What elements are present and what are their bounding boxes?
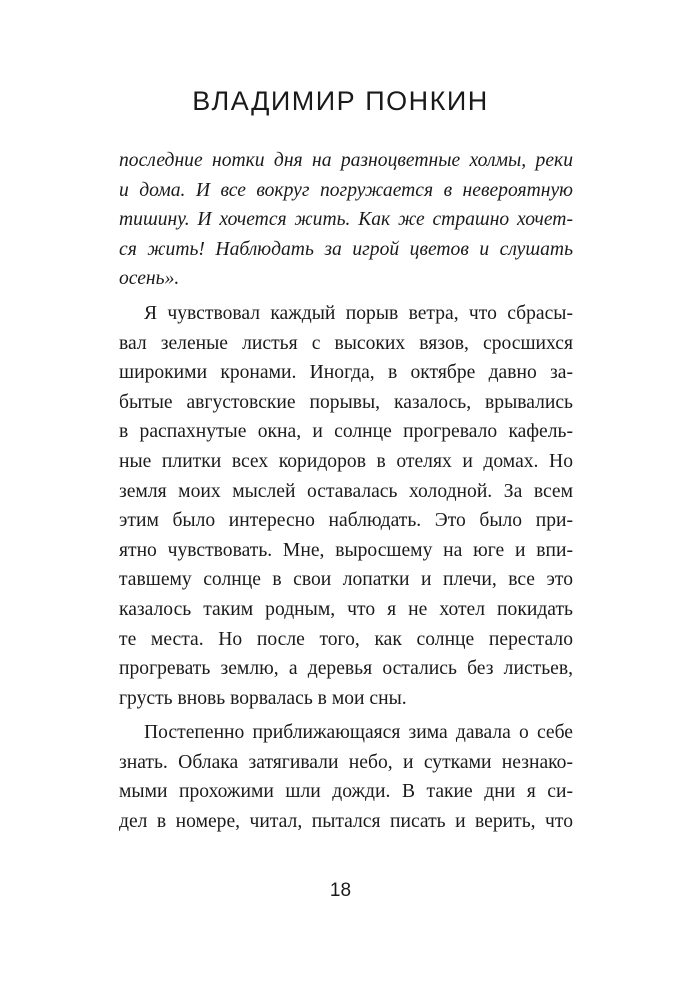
- text-line: ные плитки всех коридоров в отелях и домах. Но: [119, 450, 573, 472]
- text-line: ятно чувствовать. Мне, выросшему на юге и впи-: [119, 539, 573, 561]
- text-line: широкими кронами. Иногда, в октябре давно за-: [119, 362, 573, 384]
- text-line: осень».: [119, 268, 180, 290]
- text-line: грусть вновь ворвалась в мои сны.: [119, 687, 407, 709]
- paragraph: [119, 299, 573, 713]
- paragraph-italic-quote: [119, 146, 573, 294]
- text-line: прогревать землю, а деревья остались без листьев,: [119, 658, 573, 680]
- text-line: последние нотки дня на разноцветные холмы, реки: [119, 150, 573, 171]
- paragraph: [119, 718, 573, 836]
- text-line: Постепенно приближающаяся зима давала о себе: [144, 722, 573, 744]
- text-line: казалось таким родным, что я не хотел покидать: [119, 598, 573, 620]
- text-line: и дома. И все вокруг погружается в невероятную: [119, 179, 573, 201]
- text-line: тишину. И хочется жить. Как же страшно хочет-: [119, 209, 573, 231]
- text-line: знать. Облака затягивали небо, и сутками незнако-: [119, 751, 573, 773]
- text-line: этим было интересно наблюдать. Это было при-: [119, 510, 573, 532]
- running-header-author: ВЛАДИМИР ПОНКИН: [192, 86, 489, 116]
- text-line: бытые августовские порывы, казалось, врывались: [119, 391, 573, 413]
- text-line: земля моих мыслей оставалась холодной. За всем: [119, 480, 573, 502]
- text-line: тавшему солнце в свои лопатки и плечи, все это: [119, 569, 573, 591]
- text-line: вал зеленые листья с высоких вязов, сросшихся: [119, 332, 573, 354]
- text-line: в распахнутые окна, и солнце прогревало кафель-: [119, 421, 573, 443]
- page-body: [119, 146, 573, 837]
- text-line: мыми прохожими шли дожди. В такие дни я си-: [119, 781, 573, 803]
- page-number: 18: [329, 880, 352, 901]
- text-line: дел в номере, читал, пытался писать и верить, что: [119, 811, 573, 833]
- text-line: ся жить! Наблюдать за игрой цветов и слушать: [119, 238, 573, 260]
- text-line: те места. Но после того, как солнце перестало: [119, 628, 573, 650]
- text-line: Я чувствовал каждый порыв ветра, что сбрасы-: [144, 302, 573, 324]
